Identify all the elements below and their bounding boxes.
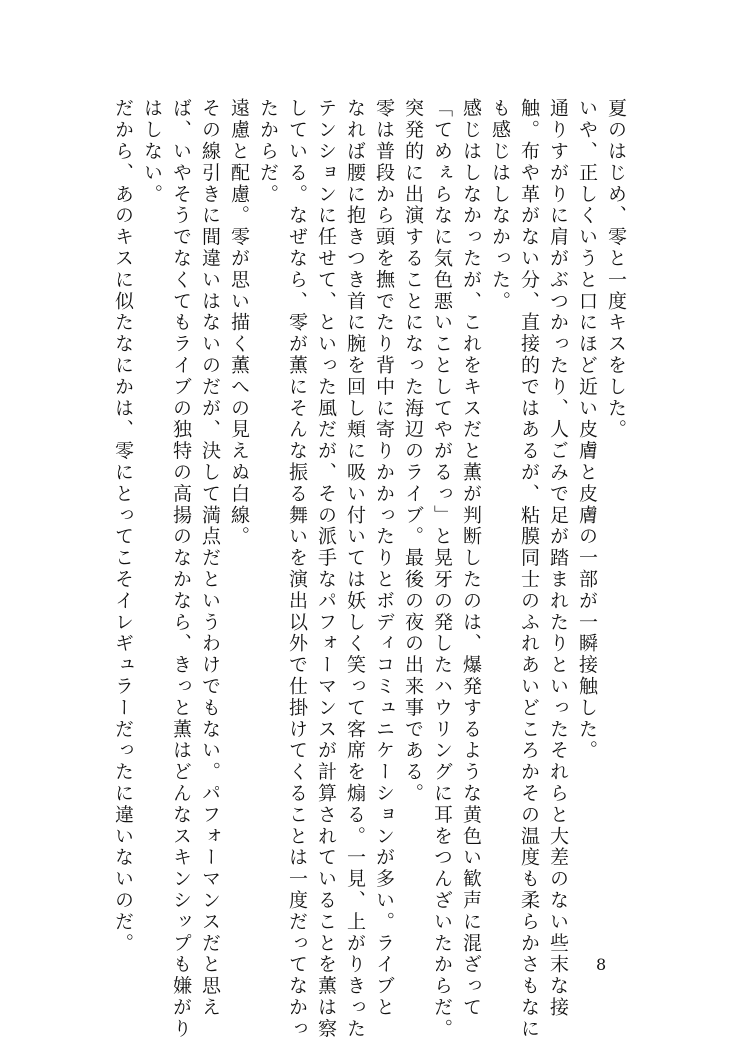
text-line-9: 零は普段から頭を撫でたり背中に寄りかかったりとボディコミュニケーションが多い。ライブと	[373, 98, 395, 1019]
text-line-12: している。なぜなら、零が薫にそんな振る舞いを演出以外で仕掛けてくることは一度だってなかっ	[286, 98, 308, 1040]
text-line-7: 「てめぇらなに気色悪いことしてやがるっ」と晃牙の発したハウリングに耳をつんざいたからだ。	[431, 98, 453, 1040]
page-number: 8	[596, 955, 607, 974]
text-line-14: 遠慮と配慮。零が思い描く薫への見えぬ白線。	[228, 98, 250, 548]
text-line-6: 感じはしなかったが、これをキスだと薫が判断したのは、爆発するような黄色い歓声に混ざって	[460, 98, 482, 1019]
text-line-15: その線引きに間違いはないのだが、決して満点だというわけでもない。パフォーマンスだと思え	[199, 98, 221, 1019]
text-line-2: いや、正しくいうと口にほど近い皮膚と皮膚の一部が一瞬接触した。	[576, 98, 598, 762]
text-line-18: だから、あのキスに似たなにかは、零にとってこそイレギュラーだったに違いないのだ。	[112, 98, 134, 954]
text-line-11: テンションに任せて、といった風だが、その派手なパフォーマンスが計算されていることを薫は察	[315, 98, 337, 1040]
text-line-3: 通りすがりに肩がぶつかったり、人ごみで足が踏まれたりといったそれらと大差のない些末な接	[547, 98, 569, 1019]
text-line-13: たからだ。	[257, 98, 279, 205]
text-line-8: 突発的に出演することになった海辺のライブ。最後の夜の出来事である。	[402, 98, 424, 805]
text-line-17: はしない。	[141, 98, 163, 205]
text-line-4: 触。布や革がない分、直接的ではあるが、粘膜同士のふれあいどころかその温度も柔らかさもなに	[518, 98, 540, 1040]
vertical-body-text	[108, 98, 630, 1040]
text-line-1: 夏のはじめ、零と一度キスをした。	[605, 98, 627, 441]
text-line-10: なれば腰に抱きつき首に腕を回し頬に吸い付いては妖しく笑って客席を煽る。一見、上がりきった	[344, 98, 366, 1040]
text-line-5: も感じはしなかった。	[489, 98, 511, 312]
text-line-16: ば、いやそうでなくてもライブの独特の高揚のなかなら、きっと薫はどんなスキンシップも嫌がり	[170, 98, 192, 1040]
